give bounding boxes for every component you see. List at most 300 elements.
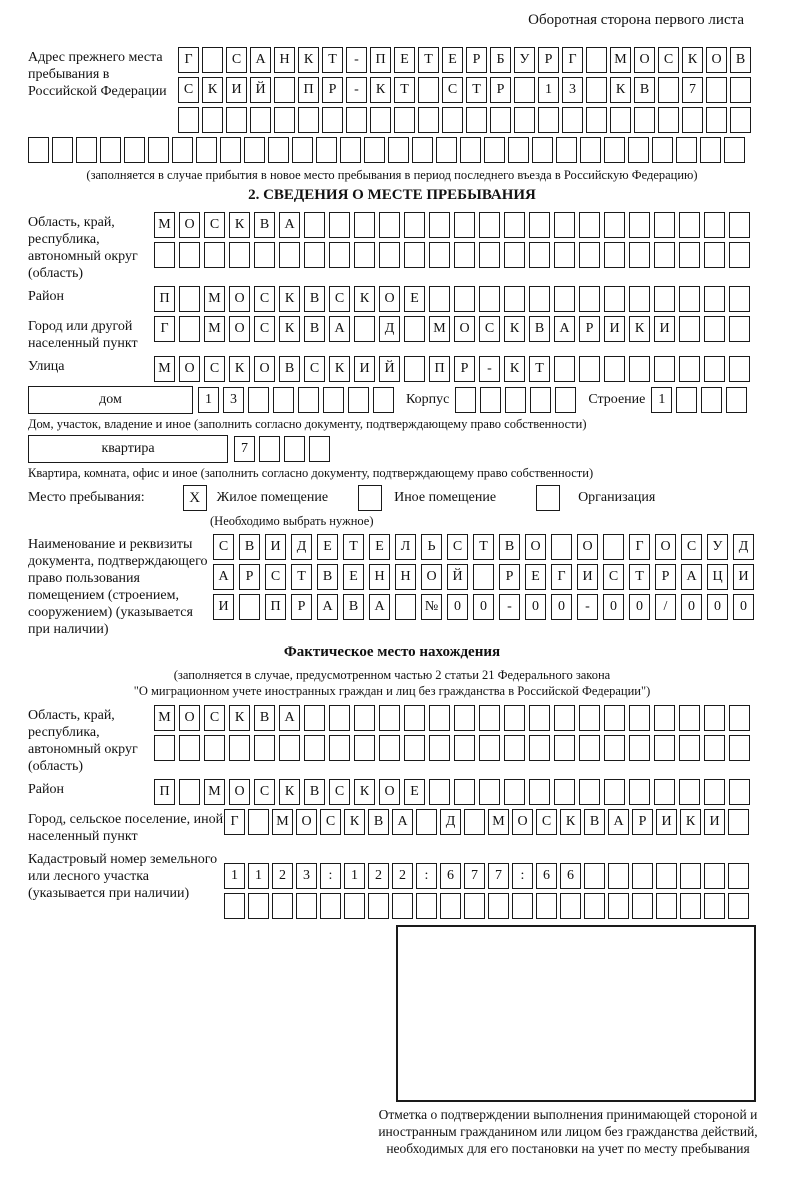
char-cell[interactable]: О — [379, 286, 400, 312]
char-cell[interactable]: Г — [551, 564, 572, 590]
char-cell[interactable] — [604, 735, 625, 761]
char-cell[interactable]: Н — [395, 564, 416, 590]
char-cell[interactable] — [529, 212, 550, 238]
char-cell[interactable]: 7 — [488, 863, 509, 889]
char-cell[interactable]: М — [488, 809, 509, 835]
char-cell[interactable] — [680, 893, 701, 919]
char-cell[interactable]: Е — [369, 534, 390, 560]
char-cell[interactable] — [729, 242, 750, 268]
char-cell[interactable]: С — [320, 809, 341, 835]
char-cell[interactable]: Л — [395, 534, 416, 560]
char-cell[interactable]: К — [610, 77, 631, 103]
char-cell[interactable] — [529, 286, 550, 312]
char-cell[interactable] — [344, 893, 365, 919]
char-cell[interactable] — [554, 356, 575, 382]
char-cell[interactable] — [584, 893, 605, 919]
char-cell[interactable] — [268, 137, 289, 163]
char-cell[interactable] — [304, 705, 325, 731]
char-cell[interactable]: С — [603, 564, 624, 590]
char-cell[interactable] — [530, 387, 551, 413]
char-cell[interactable] — [178, 107, 199, 133]
char-cell[interactable] — [682, 107, 703, 133]
char-cell[interactable] — [704, 863, 725, 889]
char-cell[interactable]: О — [229, 286, 250, 312]
char-cell[interactable] — [148, 137, 169, 163]
char-cell[interactable]: Р — [466, 47, 487, 73]
char-cell[interactable] — [248, 893, 269, 919]
char-cell[interactable] — [379, 735, 400, 761]
char-cell[interactable]: Р — [632, 809, 653, 835]
char-cell[interactable]: М — [429, 316, 450, 342]
char-cell[interactable] — [404, 356, 425, 382]
char-cell[interactable]: К — [504, 356, 525, 382]
char-cell[interactable]: О — [229, 316, 250, 342]
char-cell[interactable] — [504, 779, 525, 805]
char-cell[interactable] — [554, 705, 575, 731]
char-cell[interactable] — [454, 242, 475, 268]
char-cell[interactable] — [679, 735, 700, 761]
char-cell[interactable] — [729, 705, 750, 731]
char-cell[interactable]: В — [343, 594, 364, 620]
char-cell[interactable]: И — [213, 594, 234, 620]
char-cell[interactable]: Б — [490, 47, 511, 73]
char-cell[interactable] — [529, 779, 550, 805]
char-cell[interactable]: - — [346, 77, 367, 103]
char-cell[interactable]: И — [654, 316, 675, 342]
char-cell[interactable] — [728, 809, 749, 835]
char-cell[interactable] — [704, 893, 725, 919]
char-cell[interactable] — [586, 107, 607, 133]
char-cell[interactable] — [196, 137, 217, 163]
char-cell[interactable] — [701, 387, 722, 413]
char-cell[interactable] — [608, 893, 629, 919]
char-cell[interactable]: № — [421, 594, 442, 620]
char-cell[interactable] — [676, 387, 697, 413]
char-cell[interactable]: П — [429, 356, 450, 382]
char-cell[interactable] — [259, 436, 280, 462]
char-cell[interactable]: С — [536, 809, 557, 835]
char-cell[interactable] — [273, 387, 294, 413]
char-cell[interactable]: О — [577, 534, 598, 560]
char-cell[interactable] — [676, 137, 697, 163]
char-cell[interactable]: С — [329, 286, 350, 312]
char-cell[interactable] — [679, 242, 700, 268]
char-cell[interactable] — [555, 387, 576, 413]
char-cell[interactable] — [584, 863, 605, 889]
char-cell[interactable] — [340, 137, 361, 163]
char-cell[interactable]: В — [239, 534, 260, 560]
char-cell[interactable] — [274, 77, 295, 103]
char-cell[interactable]: 3 — [223, 387, 244, 413]
char-cell[interactable]: 0 — [525, 594, 546, 620]
char-cell[interactable] — [179, 779, 200, 805]
char-cell[interactable] — [179, 735, 200, 761]
char-cell[interactable] — [284, 436, 305, 462]
char-cell[interactable]: К — [354, 779, 375, 805]
char-cell[interactable]: 1 — [248, 863, 269, 889]
char-cell[interactable] — [370, 107, 391, 133]
char-cell[interactable] — [254, 735, 275, 761]
char-cell[interactable]: 6 — [440, 863, 461, 889]
char-cell[interactable] — [704, 735, 725, 761]
char-cell[interactable]: Г — [178, 47, 199, 73]
char-cell[interactable] — [204, 242, 225, 268]
char-cell[interactable] — [479, 242, 500, 268]
char-cell[interactable]: К — [329, 356, 350, 382]
char-cell[interactable]: Т — [529, 356, 550, 382]
char-cell[interactable] — [100, 137, 121, 163]
char-cell[interactable]: И — [265, 534, 286, 560]
char-cell[interactable] — [454, 779, 475, 805]
char-cell[interactable] — [454, 735, 475, 761]
char-cell[interactable] — [76, 137, 97, 163]
char-cell[interactable] — [418, 107, 439, 133]
char-cell[interactable] — [479, 286, 500, 312]
char-cell[interactable] — [316, 137, 337, 163]
char-cell[interactable] — [704, 705, 725, 731]
char-cell[interactable]: К — [344, 809, 365, 835]
char-cell[interactable]: И — [656, 809, 677, 835]
char-cell[interactable] — [604, 705, 625, 731]
char-cell[interactable] — [704, 242, 725, 268]
char-cell[interactable] — [604, 212, 625, 238]
char-cell[interactable]: 0 — [603, 594, 624, 620]
char-cell[interactable]: Й — [379, 356, 400, 382]
char-cell[interactable] — [629, 212, 650, 238]
char-cell[interactable]: Р — [655, 564, 676, 590]
char-cell[interactable]: Е — [525, 564, 546, 590]
char-cell[interactable]: Р — [579, 316, 600, 342]
char-cell[interactable]: К — [298, 47, 319, 73]
char-cell[interactable] — [440, 893, 461, 919]
char-cell[interactable] — [532, 137, 553, 163]
char-cell[interactable]: С — [265, 564, 286, 590]
char-cell[interactable] — [394, 107, 415, 133]
char-cell[interactable] — [554, 286, 575, 312]
char-cell[interactable]: 7 — [682, 77, 703, 103]
char-cell[interactable]: Р — [322, 77, 343, 103]
char-cell[interactable]: С — [658, 47, 679, 73]
char-cell[interactable]: К — [560, 809, 581, 835]
char-cell[interactable]: Т — [629, 564, 650, 590]
char-cell[interactable]: 1 — [344, 863, 365, 889]
char-cell[interactable] — [323, 387, 344, 413]
char-cell[interactable] — [429, 735, 450, 761]
char-cell[interactable]: О — [229, 779, 250, 805]
char-cell[interactable] — [202, 107, 223, 133]
char-cell[interactable]: С — [204, 356, 225, 382]
char-cell[interactable]: Е — [317, 534, 338, 560]
char-cell[interactable] — [346, 107, 367, 133]
char-cell[interactable] — [730, 107, 751, 133]
char-cell[interactable]: 1 — [538, 77, 559, 103]
char-cell[interactable]: Р — [454, 356, 475, 382]
char-cell[interactable] — [480, 387, 501, 413]
char-cell[interactable] — [272, 893, 293, 919]
char-cell[interactable] — [320, 893, 341, 919]
char-cell[interactable]: М — [154, 705, 175, 731]
char-cell[interactable] — [656, 893, 677, 919]
char-cell[interactable]: - — [346, 47, 367, 73]
char-cell[interactable]: 0 — [447, 594, 468, 620]
char-cell[interactable] — [429, 779, 450, 805]
char-cell[interactable]: 6 — [560, 863, 581, 889]
char-cell[interactable] — [464, 809, 485, 835]
char-cell[interactable] — [202, 47, 223, 73]
char-cell[interactable] — [172, 137, 193, 163]
char-cell[interactable]: В — [499, 534, 520, 560]
char-cell[interactable] — [603, 534, 624, 560]
char-cell[interactable]: С — [213, 534, 234, 560]
char-cell[interactable] — [348, 387, 369, 413]
char-cell[interactable] — [579, 242, 600, 268]
char-cell[interactable] — [729, 735, 750, 761]
char-cell[interactable]: А — [279, 705, 300, 731]
char-cell[interactable]: - — [577, 594, 598, 620]
char-cell[interactable] — [455, 387, 476, 413]
char-cell[interactable]: В — [584, 809, 605, 835]
char-cell[interactable]: К — [229, 705, 250, 731]
char-cell[interactable]: И — [604, 316, 625, 342]
char-cell[interactable]: Й — [250, 77, 271, 103]
char-cell[interactable]: В — [368, 809, 389, 835]
char-cell[interactable] — [279, 242, 300, 268]
checkbox-other-premises[interactable] — [358, 485, 382, 511]
char-cell[interactable] — [354, 705, 375, 731]
char-cell[interactable]: М — [204, 316, 225, 342]
char-cell[interactable] — [554, 212, 575, 238]
char-cell[interactable]: В — [254, 212, 275, 238]
char-cell[interactable]: А — [213, 564, 234, 590]
char-cell[interactable] — [504, 735, 525, 761]
char-cell[interactable] — [154, 735, 175, 761]
char-cell[interactable]: С — [254, 779, 275, 805]
char-cell[interactable] — [392, 893, 413, 919]
char-cell[interactable] — [579, 779, 600, 805]
char-cell[interactable] — [484, 137, 505, 163]
char-cell[interactable] — [580, 137, 601, 163]
char-cell[interactable]: Е — [404, 286, 425, 312]
char-cell[interactable] — [729, 356, 750, 382]
char-cell[interactable] — [632, 863, 653, 889]
char-cell[interactable] — [529, 242, 550, 268]
char-cell[interactable]: И — [577, 564, 598, 590]
char-cell[interactable] — [505, 387, 526, 413]
char-cell[interactable]: Е — [343, 564, 364, 590]
char-cell[interactable] — [508, 137, 529, 163]
char-cell[interactable] — [124, 137, 145, 163]
char-cell[interactable] — [706, 107, 727, 133]
char-cell[interactable] — [728, 863, 749, 889]
char-cell[interactable] — [154, 242, 175, 268]
char-cell[interactable]: О — [525, 534, 546, 560]
char-cell[interactable] — [529, 705, 550, 731]
char-cell[interactable] — [729, 779, 750, 805]
char-cell[interactable] — [248, 809, 269, 835]
char-cell[interactable] — [254, 242, 275, 268]
char-cell[interactable]: Г — [154, 316, 175, 342]
char-cell[interactable]: К — [682, 47, 703, 73]
char-cell[interactable] — [309, 436, 330, 462]
char-cell[interactable] — [562, 107, 583, 133]
char-cell[interactable]: Д — [733, 534, 754, 560]
char-cell[interactable] — [229, 242, 250, 268]
char-cell[interactable] — [704, 286, 725, 312]
char-cell[interactable]: А — [681, 564, 702, 590]
char-cell[interactable] — [560, 893, 581, 919]
char-cell[interactable]: Й — [447, 564, 468, 590]
char-cell[interactable] — [654, 242, 675, 268]
char-cell[interactable] — [418, 77, 439, 103]
char-cell[interactable]: 2 — [272, 863, 293, 889]
char-cell[interactable]: В — [634, 77, 655, 103]
char-cell[interactable] — [354, 735, 375, 761]
char-cell[interactable]: К — [279, 779, 300, 805]
checkbox-residential[interactable]: X — [183, 485, 207, 511]
char-cell[interactable] — [404, 705, 425, 731]
char-cell[interactable] — [554, 735, 575, 761]
char-cell[interactable] — [179, 316, 200, 342]
char-cell[interactable]: К — [504, 316, 525, 342]
char-cell[interactable]: В — [304, 779, 325, 805]
char-cell[interactable]: О — [512, 809, 533, 835]
char-cell[interactable]: Т — [291, 564, 312, 590]
char-cell[interactable]: М — [204, 286, 225, 312]
char-cell[interactable]: 0 — [707, 594, 728, 620]
char-cell[interactable] — [304, 212, 325, 238]
char-cell[interactable]: Т — [343, 534, 364, 560]
char-cell[interactable] — [706, 77, 727, 103]
char-cell[interactable] — [730, 77, 751, 103]
char-cell[interactable] — [586, 77, 607, 103]
char-cell[interactable] — [250, 107, 271, 133]
char-cell[interactable] — [464, 893, 485, 919]
char-cell[interactable] — [179, 286, 200, 312]
char-cell[interactable]: Н — [274, 47, 295, 73]
char-cell[interactable]: С — [681, 534, 702, 560]
char-cell[interactable]: С — [447, 534, 468, 560]
char-cell[interactable]: О — [179, 356, 200, 382]
char-cell[interactable] — [404, 212, 425, 238]
char-cell[interactable]: Т — [466, 77, 487, 103]
char-cell[interactable] — [364, 137, 385, 163]
char-cell[interactable] — [244, 137, 265, 163]
char-cell[interactable] — [610, 107, 631, 133]
char-cell[interactable] — [654, 212, 675, 238]
char-cell[interactable]: / — [655, 594, 676, 620]
char-cell[interactable] — [454, 705, 475, 731]
char-cell[interactable] — [538, 107, 559, 133]
char-cell[interactable]: А — [250, 47, 271, 73]
char-cell[interactable] — [504, 286, 525, 312]
char-cell[interactable] — [322, 107, 343, 133]
char-cell[interactable]: И — [704, 809, 725, 835]
char-cell[interactable] — [442, 107, 463, 133]
char-cell[interactable]: Г — [629, 534, 650, 560]
char-cell[interactable] — [404, 242, 425, 268]
char-cell[interactable]: Н — [369, 564, 390, 590]
char-cell[interactable]: О — [454, 316, 475, 342]
char-cell[interactable]: : — [320, 863, 341, 889]
char-cell[interactable] — [679, 779, 700, 805]
char-cell[interactable]: В — [254, 705, 275, 731]
char-cell[interactable] — [654, 356, 675, 382]
char-cell[interactable] — [629, 286, 650, 312]
char-cell[interactable]: А — [369, 594, 390, 620]
char-cell[interactable]: 1 — [198, 387, 219, 413]
char-cell[interactable]: О — [655, 534, 676, 560]
char-cell[interactable]: Р — [538, 47, 559, 73]
char-cell[interactable] — [429, 286, 450, 312]
char-cell[interactable]: М — [154, 356, 175, 382]
char-cell[interactable] — [728, 893, 749, 919]
char-cell[interactable]: П — [154, 286, 175, 312]
char-cell[interactable] — [654, 779, 675, 805]
char-cell[interactable]: М — [272, 809, 293, 835]
char-cell[interactable] — [224, 893, 245, 919]
char-cell[interactable] — [604, 356, 625, 382]
char-cell[interactable]: А — [392, 809, 413, 835]
char-cell[interactable]: О — [254, 356, 275, 382]
char-cell[interactable]: К — [279, 316, 300, 342]
char-cell[interactable]: Р — [490, 77, 511, 103]
char-cell[interactable] — [504, 242, 525, 268]
char-cell[interactable]: В — [304, 286, 325, 312]
char-cell[interactable] — [654, 705, 675, 731]
char-cell[interactable]: С — [178, 77, 199, 103]
char-cell[interactable]: К — [229, 356, 250, 382]
char-cell[interactable]: К — [202, 77, 223, 103]
char-cell[interactable] — [298, 387, 319, 413]
char-cell[interactable] — [379, 705, 400, 731]
char-cell[interactable]: 7 — [234, 436, 255, 462]
char-cell[interactable]: М — [154, 212, 175, 238]
char-cell[interactable]: М — [610, 47, 631, 73]
char-cell[interactable] — [454, 212, 475, 238]
char-cell[interactable] — [296, 893, 317, 919]
char-cell[interactable] — [354, 212, 375, 238]
char-cell[interactable] — [608, 863, 629, 889]
char-cell[interactable] — [554, 242, 575, 268]
char-cell[interactable]: 0 — [733, 594, 754, 620]
char-cell[interactable] — [239, 594, 260, 620]
char-cell[interactable]: И — [733, 564, 754, 590]
char-cell[interactable] — [379, 212, 400, 238]
char-cell[interactable]: 7 — [464, 863, 485, 889]
char-cell[interactable]: Д — [440, 809, 461, 835]
char-cell[interactable] — [329, 735, 350, 761]
char-cell[interactable] — [632, 893, 653, 919]
char-cell[interactable]: Е — [442, 47, 463, 73]
char-cell[interactable] — [579, 286, 600, 312]
char-cell[interactable]: К — [370, 77, 391, 103]
char-cell[interactable]: П — [265, 594, 286, 620]
char-cell[interactable] — [729, 212, 750, 238]
char-cell[interactable]: В — [304, 316, 325, 342]
char-cell[interactable] — [656, 863, 677, 889]
char-cell[interactable] — [504, 212, 525, 238]
char-cell[interactable] — [628, 137, 649, 163]
char-cell[interactable] — [436, 137, 457, 163]
char-cell[interactable] — [229, 735, 250, 761]
char-cell[interactable]: С — [442, 77, 463, 103]
char-cell[interactable] — [52, 137, 73, 163]
char-cell[interactable]: : — [512, 863, 533, 889]
char-cell[interactable] — [490, 107, 511, 133]
char-cell[interactable] — [514, 77, 535, 103]
char-cell[interactable] — [700, 137, 721, 163]
char-cell[interactable] — [329, 242, 350, 268]
